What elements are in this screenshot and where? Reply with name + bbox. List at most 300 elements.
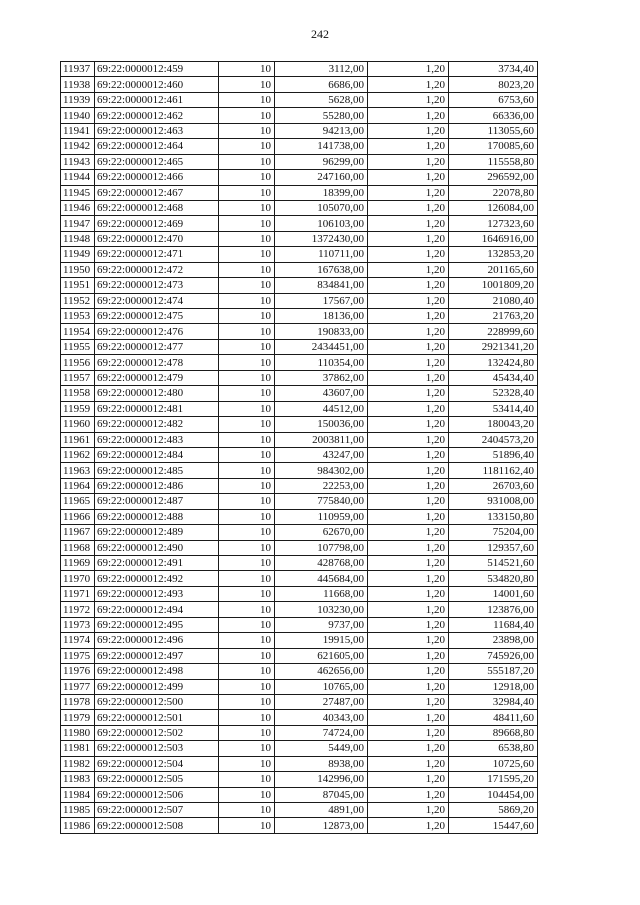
code-cell: 10 (219, 679, 275, 694)
cadastral-number-cell: 69:22:0000012:498 (95, 664, 219, 679)
code-cell: 10 (219, 170, 275, 185)
coefficient-cell: 1,20 (368, 447, 449, 462)
row-number-cell: 11966 (61, 509, 95, 524)
cadastral-number-cell: 69:22:0000012:502 (95, 725, 219, 740)
code-cell: 10 (219, 694, 275, 709)
table-row (61, 478, 538, 493)
table-row (61, 679, 538, 694)
coefficient-cell: 1,20 (368, 231, 449, 246)
value-cell: 2003811,00 (275, 432, 368, 447)
result-cell: 1001809,20 (449, 278, 538, 293)
cadastral-value-table (60, 61, 538, 834)
value-cell: 150036,00 (275, 417, 368, 432)
table-row (61, 586, 538, 601)
coefficient-cell: 1,20 (368, 525, 449, 540)
cadastral-number-cell: 69:22:0000012:488 (95, 509, 219, 524)
result-cell: 21763,20 (449, 309, 538, 324)
value-cell: 775840,00 (275, 494, 368, 509)
coefficient-cell: 1,20 (368, 355, 449, 370)
code-cell: 10 (219, 139, 275, 154)
coefficient-cell: 1,20 (368, 648, 449, 663)
table-row (61, 463, 538, 478)
coefficient-cell: 1,20 (368, 725, 449, 740)
result-cell: 6538,80 (449, 741, 538, 756)
code-cell: 10 (219, 494, 275, 509)
table-row (61, 648, 538, 663)
cadastral-number-cell: 69:22:0000012:506 (95, 787, 219, 802)
value-cell: 110354,00 (275, 355, 368, 370)
row-number-cell: 11944 (61, 170, 95, 185)
code-cell: 10 (219, 231, 275, 246)
table-row (61, 756, 538, 771)
table-row (61, 664, 538, 679)
table-row (61, 509, 538, 524)
result-cell: 14001,60 (449, 586, 538, 601)
code-cell: 10 (219, 432, 275, 447)
row-number-cell: 11952 (61, 293, 95, 308)
cadastral-number-cell: 69:22:0000012:485 (95, 463, 219, 478)
table-row (61, 741, 538, 756)
table-row (61, 62, 538, 77)
code-cell: 10 (219, 339, 275, 354)
row-number-cell: 11971 (61, 586, 95, 601)
code-cell: 10 (219, 278, 275, 293)
coefficient-cell: 1,20 (368, 741, 449, 756)
table-row (61, 200, 538, 215)
code-cell: 10 (219, 370, 275, 385)
value-cell: 107798,00 (275, 540, 368, 555)
cadastral-number-cell: 69:22:0000012:504 (95, 756, 219, 771)
cadastral-number-cell: 69:22:0000012:459 (95, 62, 219, 77)
row-number-cell: 11937 (61, 62, 95, 77)
table-row (61, 293, 538, 308)
coefficient-cell: 1,20 (368, 617, 449, 632)
result-cell: 514521,60 (449, 556, 538, 571)
cadastral-number-cell: 69:22:0000012:501 (95, 710, 219, 725)
value-cell: 105070,00 (275, 200, 368, 215)
cadastral-number-cell: 69:22:0000012:496 (95, 633, 219, 648)
row-number-cell: 11976 (61, 664, 95, 679)
code-cell: 10 (219, 386, 275, 401)
coefficient-cell: 1,20 (368, 602, 449, 617)
row-number-cell: 11949 (61, 247, 95, 262)
code-cell: 10 (219, 247, 275, 262)
table-row (61, 633, 538, 648)
cadastral-number-cell: 69:22:0000012:503 (95, 741, 219, 756)
row-number-cell: 11941 (61, 123, 95, 138)
result-cell: 127323,60 (449, 216, 538, 231)
coefficient-cell: 1,20 (368, 278, 449, 293)
cadastral-number-cell: 69:22:0000012:483 (95, 432, 219, 447)
coefficient-cell: 1,20 (368, 586, 449, 601)
row-number-cell: 11980 (61, 725, 95, 740)
coefficient-cell: 1,20 (368, 571, 449, 586)
code-cell: 10 (219, 216, 275, 231)
coefficient-cell: 1,20 (368, 710, 449, 725)
value-cell: 984302,00 (275, 463, 368, 478)
row-number-cell: 11953 (61, 309, 95, 324)
value-cell: 110959,00 (275, 509, 368, 524)
coefficient-cell: 1,20 (368, 803, 449, 818)
table-row (61, 154, 538, 169)
value-cell: 2434451,00 (275, 339, 368, 354)
result-cell: 2404573,20 (449, 432, 538, 447)
cadastral-number-cell: 69:22:0000012:479 (95, 370, 219, 385)
cadastral-number-cell: 69:22:0000012:469 (95, 216, 219, 231)
cadastral-number-cell: 69:22:0000012:494 (95, 602, 219, 617)
code-cell: 10 (219, 756, 275, 771)
row-number-cell: 11951 (61, 278, 95, 293)
value-cell: 8938,00 (275, 756, 368, 771)
coefficient-cell: 1,20 (368, 216, 449, 231)
result-cell: 23898,00 (449, 633, 538, 648)
code-cell: 10 (219, 108, 275, 123)
value-cell: 3112,00 (275, 62, 368, 77)
coefficient-cell: 1,20 (368, 401, 449, 416)
table-row (61, 494, 538, 509)
code-cell: 10 (219, 525, 275, 540)
row-number-cell: 11975 (61, 648, 95, 663)
value-cell: 11668,00 (275, 586, 368, 601)
code-cell: 10 (219, 185, 275, 200)
result-cell: 66336,00 (449, 108, 538, 123)
result-cell: 171595,20 (449, 772, 538, 787)
coefficient-cell: 1,20 (368, 309, 449, 324)
code-cell: 10 (219, 293, 275, 308)
cadastral-number-cell: 69:22:0000012:470 (95, 231, 219, 246)
table-row (61, 278, 538, 293)
value-cell: 37862,00 (275, 370, 368, 385)
table-row (61, 262, 538, 277)
coefficient-cell: 1,20 (368, 772, 449, 787)
row-number-cell: 11964 (61, 478, 95, 493)
cadastral-number-cell: 69:22:0000012:497 (95, 648, 219, 663)
code-cell: 10 (219, 556, 275, 571)
result-cell: 52328,40 (449, 386, 538, 401)
row-number-cell: 11981 (61, 741, 95, 756)
cadastral-number-cell: 69:22:0000012:466 (95, 170, 219, 185)
code-cell: 10 (219, 509, 275, 524)
result-cell: 15447,60 (449, 818, 538, 833)
row-number-cell: 11950 (61, 262, 95, 277)
table-row (61, 309, 538, 324)
row-number-cell: 11968 (61, 540, 95, 555)
result-cell: 22078,80 (449, 185, 538, 200)
row-number-cell: 11978 (61, 694, 95, 709)
row-number-cell: 11945 (61, 185, 95, 200)
value-cell: 12873,00 (275, 818, 368, 833)
table-row (61, 818, 538, 833)
coefficient-cell: 1,20 (368, 123, 449, 138)
row-number-cell: 11967 (61, 525, 95, 540)
cadastral-number-cell: 69:22:0000012:476 (95, 324, 219, 339)
cadastral-number-cell: 69:22:0000012:480 (95, 386, 219, 401)
code-cell: 10 (219, 417, 275, 432)
value-cell: 27487,00 (275, 694, 368, 709)
row-number-cell: 11955 (61, 339, 95, 354)
coefficient-cell: 1,20 (368, 386, 449, 401)
result-cell: 180043,20 (449, 417, 538, 432)
value-cell: 142996,00 (275, 772, 368, 787)
cadastral-number-cell: 69:22:0000012:462 (95, 108, 219, 123)
coefficient-cell: 1,20 (368, 478, 449, 493)
table-row (61, 401, 538, 416)
row-number-cell: 11985 (61, 803, 95, 818)
value-cell: 96299,00 (275, 154, 368, 169)
row-number-cell: 11984 (61, 787, 95, 802)
row-number-cell: 11954 (61, 324, 95, 339)
cadastral-number-cell: 69:22:0000012:508 (95, 818, 219, 833)
code-cell: 10 (219, 725, 275, 740)
cadastral-number-cell: 69:22:0000012:464 (95, 139, 219, 154)
table-row (61, 571, 538, 586)
value-cell: 106103,00 (275, 216, 368, 231)
coefficient-cell: 1,20 (368, 494, 449, 509)
result-cell: 6753,60 (449, 92, 538, 107)
result-cell: 3734,40 (449, 62, 538, 77)
code-cell: 10 (219, 787, 275, 802)
table-row (61, 231, 538, 246)
coefficient-cell: 1,20 (368, 370, 449, 385)
table-body (61, 62, 538, 834)
row-number-cell: 11960 (61, 417, 95, 432)
cadastral-number-cell: 69:22:0000012:465 (95, 154, 219, 169)
cadastral-number-cell: 69:22:0000012:505 (95, 772, 219, 787)
cadastral-number-cell: 69:22:0000012:468 (95, 200, 219, 215)
code-cell: 10 (219, 818, 275, 833)
table-row (61, 386, 538, 401)
cadastral-number-cell: 69:22:0000012:482 (95, 417, 219, 432)
code-cell: 10 (219, 602, 275, 617)
table-row (61, 710, 538, 725)
cadastral-number-cell: 69:22:0000012:499 (95, 679, 219, 694)
coefficient-cell: 1,20 (368, 293, 449, 308)
code-cell: 10 (219, 324, 275, 339)
value-cell: 40343,00 (275, 710, 368, 725)
row-number-cell: 11947 (61, 216, 95, 231)
cadastral-number-cell: 69:22:0000012:474 (95, 293, 219, 308)
coefficient-cell: 1,20 (368, 818, 449, 833)
code-cell: 10 (219, 123, 275, 138)
table-row (61, 170, 538, 185)
coefficient-cell: 1,20 (368, 556, 449, 571)
code-cell: 10 (219, 803, 275, 818)
row-number-cell: 11977 (61, 679, 95, 694)
value-cell: 9737,00 (275, 617, 368, 632)
code-cell: 10 (219, 478, 275, 493)
coefficient-cell: 1,20 (368, 154, 449, 169)
table-row (61, 432, 538, 447)
coefficient-cell: 1,20 (368, 200, 449, 215)
coefficient-cell: 1,20 (368, 62, 449, 77)
row-number-cell: 11970 (61, 571, 95, 586)
row-number-cell: 11956 (61, 355, 95, 370)
result-cell: 10725,60 (449, 756, 538, 771)
table-row (61, 787, 538, 802)
result-cell: 126084,00 (449, 200, 538, 215)
result-cell: 228999,60 (449, 324, 538, 339)
result-cell: 132424,80 (449, 355, 538, 370)
value-cell: 6686,00 (275, 77, 368, 92)
result-cell: 931008,00 (449, 494, 538, 509)
result-cell: 26703,60 (449, 478, 538, 493)
coefficient-cell: 1,20 (368, 787, 449, 802)
coefficient-cell: 1,20 (368, 92, 449, 107)
code-cell: 10 (219, 262, 275, 277)
cadastral-number-cell: 69:22:0000012:467 (95, 185, 219, 200)
row-number-cell: 11957 (61, 370, 95, 385)
coefficient-cell: 1,20 (368, 262, 449, 277)
table-row (61, 417, 538, 432)
result-cell: 555187,20 (449, 664, 538, 679)
coefficient-cell: 1,20 (368, 324, 449, 339)
result-cell: 296592,00 (449, 170, 538, 185)
table-row (61, 108, 538, 123)
code-cell: 10 (219, 401, 275, 416)
coefficient-cell: 1,20 (368, 77, 449, 92)
table-row (61, 556, 538, 571)
row-number-cell: 11939 (61, 92, 95, 107)
result-cell: 201165,60 (449, 262, 538, 277)
code-cell: 10 (219, 617, 275, 632)
cadastral-number-cell: 69:22:0000012:481 (95, 401, 219, 416)
table-row (61, 370, 538, 385)
value-cell: 141738,00 (275, 139, 368, 154)
table-row (61, 339, 538, 354)
row-number-cell: 11965 (61, 494, 95, 509)
value-cell: 94213,00 (275, 123, 368, 138)
code-cell: 10 (219, 447, 275, 462)
row-number-cell: 11973 (61, 617, 95, 632)
table-row (61, 185, 538, 200)
value-cell: 17567,00 (275, 293, 368, 308)
value-cell: 18136,00 (275, 309, 368, 324)
result-cell: 51896,40 (449, 447, 538, 462)
result-cell: 129357,60 (449, 540, 538, 555)
cadastral-number-cell: 69:22:0000012:463 (95, 123, 219, 138)
code-cell: 10 (219, 586, 275, 601)
value-cell: 167638,00 (275, 262, 368, 277)
row-number-cell: 11943 (61, 154, 95, 169)
value-cell: 462656,00 (275, 664, 368, 679)
result-cell: 534820,80 (449, 571, 538, 586)
code-cell: 10 (219, 62, 275, 77)
coefficient-cell: 1,20 (368, 540, 449, 555)
cadastral-number-cell: 69:22:0000012:461 (95, 92, 219, 107)
code-cell: 10 (219, 710, 275, 725)
code-cell: 10 (219, 77, 275, 92)
coefficient-cell: 1,20 (368, 185, 449, 200)
table-row (61, 123, 538, 138)
cadastral-number-cell: 69:22:0000012:490 (95, 540, 219, 555)
row-number-cell: 11974 (61, 633, 95, 648)
result-cell: 2921341,20 (449, 339, 538, 354)
result-cell: 11684,40 (449, 617, 538, 632)
cadastral-number-cell: 69:22:0000012:484 (95, 447, 219, 462)
cadastral-number-cell: 69:22:0000012:475 (95, 309, 219, 324)
coefficient-cell: 1,20 (368, 139, 449, 154)
row-number-cell: 11986 (61, 818, 95, 833)
result-cell: 115558,80 (449, 154, 538, 169)
row-number-cell: 11942 (61, 139, 95, 154)
value-cell: 103230,00 (275, 602, 368, 617)
row-number-cell: 11963 (61, 463, 95, 478)
row-number-cell: 11938 (61, 77, 95, 92)
table-row (61, 216, 538, 231)
value-cell: 5449,00 (275, 741, 368, 756)
value-cell: 74724,00 (275, 725, 368, 740)
row-number-cell: 11962 (61, 447, 95, 462)
cadastral-number-cell: 69:22:0000012:507 (95, 803, 219, 818)
row-number-cell: 11983 (61, 772, 95, 787)
cadastral-number-cell: 69:22:0000012:495 (95, 617, 219, 632)
code-cell: 10 (219, 154, 275, 169)
result-cell: 745926,00 (449, 648, 538, 663)
coefficient-cell: 1,20 (368, 509, 449, 524)
result-cell: 53414,40 (449, 401, 538, 416)
cadastral-number-cell: 69:22:0000012:491 (95, 556, 219, 571)
cadastral-number-cell: 69:22:0000012:477 (95, 339, 219, 354)
value-cell: 1372430,00 (275, 231, 368, 246)
value-cell: 5628,00 (275, 92, 368, 107)
coefficient-cell: 1,20 (368, 463, 449, 478)
coefficient-cell: 1,20 (368, 170, 449, 185)
table-row (61, 139, 538, 154)
table-row (61, 525, 538, 540)
row-number-cell: 11958 (61, 386, 95, 401)
coefficient-cell: 1,20 (368, 633, 449, 648)
cadastral-number-cell: 69:22:0000012:489 (95, 525, 219, 540)
result-cell: 132853,20 (449, 247, 538, 262)
value-cell: 4891,00 (275, 803, 368, 818)
table-row (61, 803, 538, 818)
row-number-cell: 11961 (61, 432, 95, 447)
row-number-cell: 11940 (61, 108, 95, 123)
result-cell: 104454,00 (449, 787, 538, 802)
row-number-cell: 11979 (61, 710, 95, 725)
cadastral-number-cell: 69:22:0000012:472 (95, 262, 219, 277)
value-cell: 44512,00 (275, 401, 368, 416)
value-cell: 22253,00 (275, 478, 368, 493)
table-row (61, 694, 538, 709)
table-row (61, 772, 538, 787)
row-number-cell: 11959 (61, 401, 95, 416)
code-cell: 10 (219, 741, 275, 756)
value-cell: 43607,00 (275, 386, 368, 401)
result-cell: 170085,60 (449, 139, 538, 154)
coefficient-cell: 1,20 (368, 664, 449, 679)
value-cell: 428768,00 (275, 556, 368, 571)
value-cell: 110711,00 (275, 247, 368, 262)
row-number-cell: 11982 (61, 756, 95, 771)
coefficient-cell: 1,20 (368, 108, 449, 123)
cadastral-number-cell: 69:22:0000012:473 (95, 278, 219, 293)
value-cell: 55280,00 (275, 108, 368, 123)
row-number-cell: 11948 (61, 231, 95, 246)
value-cell: 621605,00 (275, 648, 368, 663)
value-cell: 62670,00 (275, 525, 368, 540)
table-row (61, 247, 538, 262)
cadastral-number-cell: 69:22:0000012:492 (95, 571, 219, 586)
result-cell: 113055,60 (449, 123, 538, 138)
table-row (61, 77, 538, 92)
coefficient-cell: 1,20 (368, 417, 449, 432)
table-row (61, 540, 538, 555)
result-cell: 45434,40 (449, 370, 538, 385)
cadastral-number-cell: 69:22:0000012:471 (95, 247, 219, 262)
cadastral-number-cell: 69:22:0000012:487 (95, 494, 219, 509)
value-cell: 445684,00 (275, 571, 368, 586)
